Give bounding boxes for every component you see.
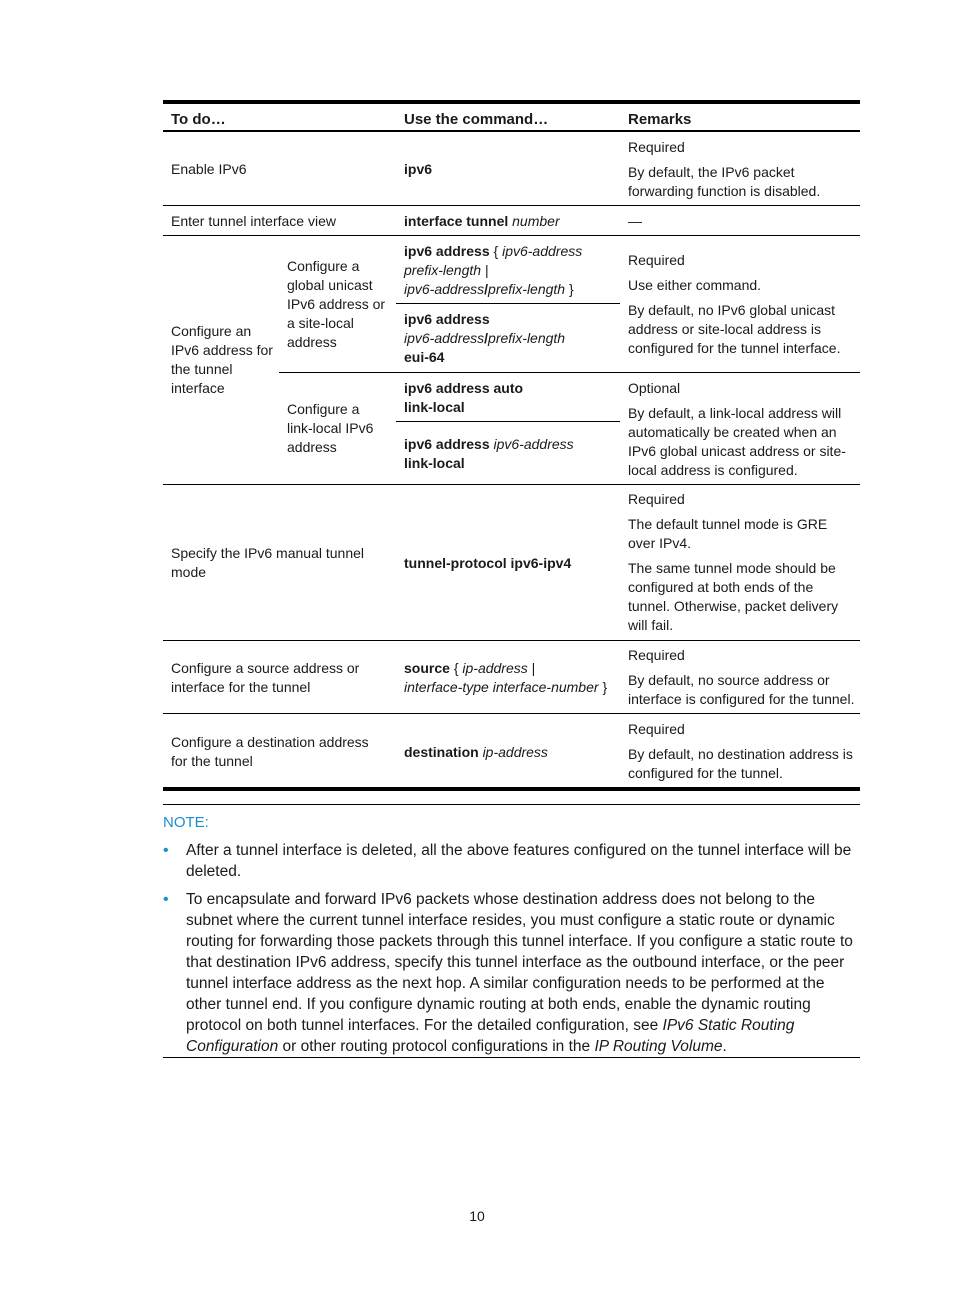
- subtask-link-local: Configure a link-local IPv6 address: [287, 401, 374, 455]
- remark-line: Required: [628, 721, 685, 737]
- header-bottom-rule: [163, 130, 860, 132]
- subtask-global-unicast: Configure a global unicast IPv6 address or a site-local address: [287, 258, 386, 350]
- page-number: 10: [469, 1208, 485, 1224]
- row-divider: [163, 713, 860, 714]
- remark-line: By default, the IPv6 packet forwarding function is disabled.: [628, 164, 821, 199]
- row-divider: [163, 640, 860, 641]
- cmd-keyword: eui-64: [404, 349, 445, 365]
- cmd-keyword: interface tunnel: [404, 213, 509, 229]
- doc-reference: IP Routing Volume: [594, 1038, 723, 1055]
- cmd-arg: ipv6-address: [493, 436, 574, 452]
- cmd-ipv6-address-eui64: [404, 310, 616, 367]
- cmd-ipv6-address-prefix: [404, 242, 616, 299]
- remark-line: The default tunnel mode is GRE over IPv4.: [628, 516, 828, 551]
- cmd-arg: interface-type interface-number: [404, 679, 599, 695]
- note-top-rule: [163, 804, 860, 805]
- bullet-icon: •: [163, 891, 169, 908]
- cmd-keyword: ipv6 address: [404, 311, 490, 327]
- remarks-enable: [628, 138, 854, 201]
- note-title: NOTE:: [163, 814, 209, 831]
- remark-line: Required: [628, 647, 685, 663]
- cmd-keyword: ipv6 address: [404, 243, 490, 259]
- remarks-tunnel-view: —: [628, 213, 642, 229]
- cmd-keyword: ipv6 address: [404, 436, 490, 452]
- note-text-run: To encapsulate and forward IPv6 packets whose destination address does not belong to the subnet where the current tunnel interface resides, you must configure a static route or dynamic routing for forwarding those packets through this tunnel interface. If you configure a static route to that destination IPv6 address, specify this tunnel interface as the outbound interface, or the peer tunnel interface address as the next hop. A similar configuration needs to be performed at the other tunnel end. If you configure dynamic routing at both ends, enable the dynamic routing protocol on both tunnel interfaces. For the detailed configuration, see: [186, 891, 853, 1034]
- row-divider: [163, 235, 860, 236]
- cmd-keyword: link-local: [404, 399, 465, 415]
- cmd-pipe: |: [531, 660, 536, 676]
- remark-line: By default, no IPv6 global unicast address or site-local address is configured for the tunnel interface.: [628, 302, 841, 356]
- todo-source: Configure a source address or interface for the tunnel: [171, 660, 360, 695]
- table-bottom-rule: [163, 787, 860, 791]
- cmd-brace: }: [602, 679, 608, 695]
- note-item: After a tunnel interface is deleted, all the above features configured on the tunnel interface will be deleted.: [186, 842, 852, 880]
- bullet-icon: •: [163, 842, 169, 859]
- remark-line: By default, no source address or interface is configured for the tunnel.: [628, 672, 855, 707]
- cmd-ipv6: ipv6: [404, 161, 433, 177]
- note-item: [186, 889, 862, 1057]
- cmd-arg: ip-address: [482, 744, 548, 760]
- remark-line: The same tunnel mode should be configured at both ends of the tunnel. Otherwise, packet delivery will fail.: [628, 560, 839, 633]
- remark-line: By default, no destination address is configured for the tunnel.: [628, 746, 853, 781]
- row-divider: [163, 205, 860, 206]
- row-divider: [163, 484, 860, 485]
- cmd-interface-tunnel: [404, 212, 560, 231]
- cmd-arg: prefix-length: [488, 330, 566, 346]
- row-divider: [396, 421, 620, 422]
- cmd-source: [404, 659, 618, 697]
- cmd-arg: prefix-length: [404, 262, 482, 278]
- note-bottom-rule: [163, 1057, 860, 1058]
- remark-line: Required: [628, 491, 685, 507]
- cmd-slash: /: [484, 281, 489, 297]
- remark-line: Required: [628, 252, 685, 268]
- remark-line: By default, a link-local address will automatically be created when an IPv6 global unicast address or site-local address is configured.: [628, 405, 846, 478]
- header-remarks: Remarks: [628, 111, 692, 128]
- remarks-source: [628, 646, 856, 709]
- remarks-link-local: [628, 379, 856, 480]
- row-divider: [396, 303, 620, 304]
- cmd-arg: ip-address: [462, 660, 528, 676]
- todo-tunnel-mode: Specify the IPv6 manual tunnel mode: [171, 545, 365, 580]
- todo-destination: Configure a destination address for the tunnel: [171, 734, 369, 769]
- header-todo: To do…: [171, 111, 226, 128]
- cmd-arg: prefix-length: [488, 281, 566, 297]
- cmd-brace: }: [568, 281, 574, 297]
- cmd-brace: {: [453, 660, 459, 676]
- cmd-keyword: destination: [404, 744, 479, 760]
- cmd-arg: number: [512, 213, 560, 229]
- remarks-global-unicast: [628, 251, 856, 358]
- row-divider: [279, 372, 860, 373]
- cmd-ipv6-address-link-local: [404, 435, 616, 473]
- cmd-arg: ipv6-address: [502, 243, 583, 259]
- header-command: Use the command…: [404, 111, 549, 128]
- cmd-tunnel-protocol: tunnel-protocol ipv6-ipv4: [404, 555, 572, 571]
- cmd-keyword: link-local: [404, 455, 465, 471]
- cmd-ipv6-address-auto-link-local: [404, 379, 616, 417]
- note-text-run: or other routing protocol configurations in the: [282, 1038, 591, 1055]
- cmd-slash: /: [484, 330, 489, 346]
- todo-ipv6-address: Configure an IPv6 address for the tunnel interface: [171, 323, 273, 396]
- table-top-rule: [163, 100, 860, 104]
- todo-enable-ipv6: Enable IPv6: [171, 161, 247, 177]
- remark-line: Use either command.: [628, 277, 762, 293]
- cmd-keyword: ipv6 address auto: [404, 380, 524, 396]
- cmd-arg: ipv6-address: [404, 281, 485, 297]
- cmd-arg: ipv6-address: [404, 330, 485, 346]
- cmd-pipe: |: [484, 262, 489, 278]
- remark-line: Required: [628, 139, 685, 155]
- doc-reference: IPv6 Static Routing Configuration: [186, 1017, 795, 1055]
- note-text-run: .: [722, 1038, 727, 1055]
- remarks-destination: [628, 720, 856, 783]
- cmd-keyword: source: [404, 660, 450, 676]
- cmd-destination: [404, 743, 548, 762]
- remark-line: Optional: [628, 380, 681, 396]
- todo-tunnel-view: Enter tunnel interface view: [171, 213, 336, 229]
- remarks-tunnel-mode: [628, 490, 856, 635]
- cmd-brace: {: [493, 243, 499, 259]
